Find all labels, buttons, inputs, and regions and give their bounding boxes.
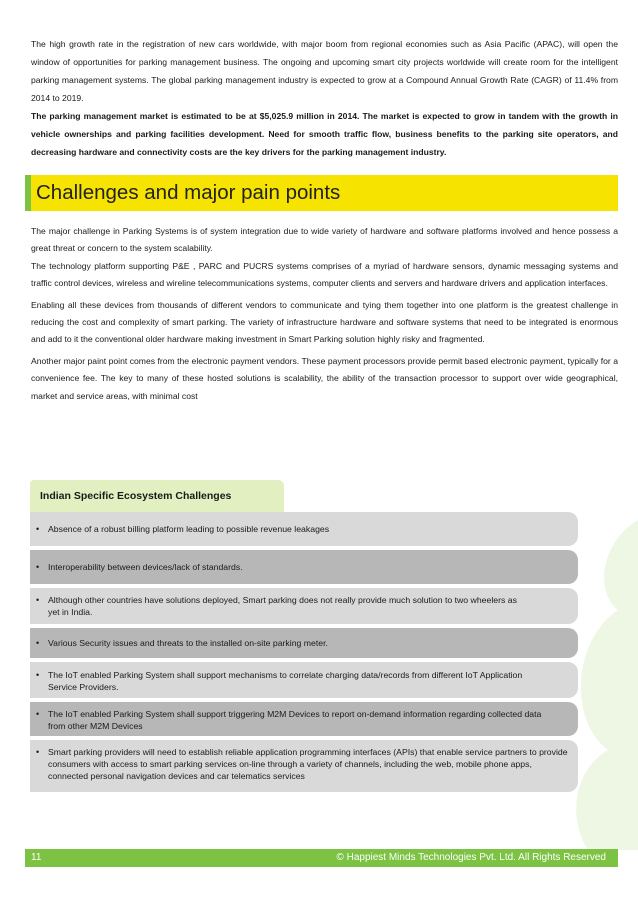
body-paragraph: Another major paint point comes from the electronic payment vendors. These payment processors provide permit based electronic payment, typically for a convenience fee. The key to many of these hosted solutions is scalability, the ability of the transaction processor to support over wide geographical, market and service areas, with minimal cost xyxy=(31,355,618,401)
bullet-icon: • xyxy=(36,524,40,534)
challenge-item-text: Although other countries have solutions deployed, Smart parking does not really provide much solution to two wheelers as yet in India. xyxy=(48,595,517,617)
section-heading-bar xyxy=(25,175,618,211)
challenge-item-text: The IoT enabled Parking System shall support triggering M2M Devices to report on-demand information regarding collected data from other M2M Devices xyxy=(48,709,542,731)
bullet-icon: • xyxy=(36,562,40,572)
bullet-icon: • xyxy=(36,670,40,680)
challenge-item-text: Absence of a robust billing platform leading to possible revenue leakages xyxy=(48,524,330,534)
body-paragraph: Enabling all these devices from thousands of different vendors to communicate and tying them together into one platform is the greatest challenge in reducing the cost and complexity of smart parking. The variety of infrastructure hardware and software systems that need to be integrated is enormous and add to it the conventional older hardware making investment in Smart Parking solution highly risky and fragmented. xyxy=(31,299,618,345)
copyright-notice: © Happiest Minds Technologies Pvt. Ltd. All Rights Reserved xyxy=(336,852,606,863)
challenge-item-text: Smart parking providers will need to establish reliable application programming interfaces (APIs) that enable service partners to provide consumers with access to smart parking services on-line through a variety of channels, including the web, mobile phone apps, connected personal navigation devices and car telematics services xyxy=(48,747,568,781)
body-paragraph: The technology platform supporting P&E , PARC and PUCRS systems comprises of a myriad of hardware sensors, dynamic messaging systems and traffic control devices, wireless and wireline telecommunications systems, computer clients and servers and hardware drivers and application interfaces. xyxy=(31,260,618,289)
challenge-item xyxy=(30,628,578,658)
intro-paragraph: The high growth rate in the registration of new cars worldwide, with major boom from regional economies such as Asia Pacific (APAC), will open the window of opportunities for parking management business. The ongoing and upcoming smart city projects worldwide will create room for the intelligent parking management systems. The global parking management industry is expected to grow at a Compound Annual Growth Rate (CAGR) of 11.4% from 2014 to 2019. xyxy=(31,39,618,103)
challenge-item xyxy=(30,702,578,736)
intro-text xyxy=(31,35,618,161)
bullet-icon: • xyxy=(36,747,40,757)
challenge-item xyxy=(30,662,578,698)
challenge-item-text: Various Security issues and threats to the installed on-site parking meter. xyxy=(48,638,328,648)
challenge-item xyxy=(30,740,578,792)
challenges-box-title: Indian Specific Ecosystem Challenges xyxy=(40,490,232,502)
challenge-item xyxy=(30,512,578,546)
bullet-icon: • xyxy=(36,595,40,605)
page-number: 11 xyxy=(31,852,42,863)
bullet-icon: • xyxy=(36,709,40,719)
page-footer xyxy=(25,849,618,867)
intro-bold-paragraph: The parking management market is estimated to be at $5,025.9 million in 2014. The market is expected to grow in tandem with the growth in vehicle ownerships and parking facilities development. Need for smooth traffic flow, business benefits to the parking site operators, and decreasing hardware and connectivity costs are the key drivers for the parking management industry. xyxy=(31,111,618,157)
challenge-item-text: The IoT enabled Parking System shall support mechanisms to correlate charging data/records from different IoT Application Service Providers. xyxy=(48,670,523,692)
body-paragraph: The major challenge in Parking Systems is of system integration due to wide variety of hardware and software platforms involved and hence possess a great threat or concern to the system scalability. xyxy=(31,226,618,254)
challenge-item xyxy=(30,550,578,584)
bullet-icon: • xyxy=(36,638,40,648)
section-title: Challenges and major pain points xyxy=(36,181,341,204)
challenge-item-text: Interoperability between devices/lack of standards. xyxy=(48,562,243,572)
challenges-box-tab xyxy=(30,480,284,516)
section-body xyxy=(31,223,618,405)
challenge-item xyxy=(30,588,578,624)
